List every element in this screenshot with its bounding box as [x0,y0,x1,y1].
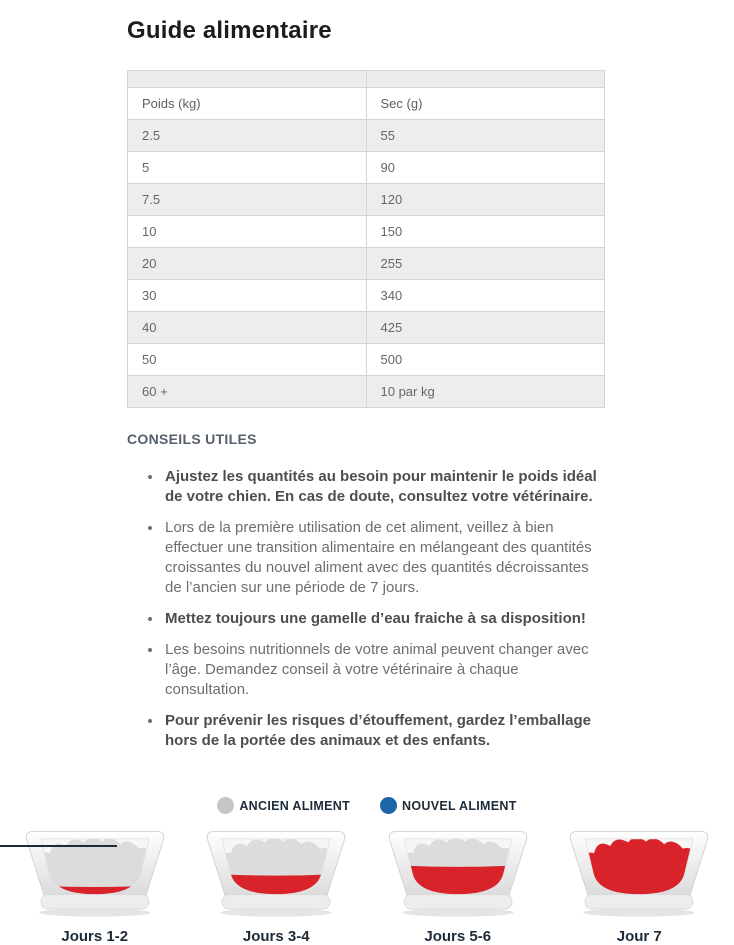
tip-item: • Pour prévenir les risques d’étouffement, gardez l’emballage hors de la portée des animaux et des enfants. [163,711,605,751]
amount-cell: 340 [366,280,605,312]
bowl-label: Jour 7 [616,928,662,945]
tips-heading: CONSEILS UTILES [127,431,257,447]
weight-cell: 60 + [128,376,367,408]
weight-cell: 7.5 [128,184,367,216]
table-header-row [128,88,605,120]
amount-cell: 90 [366,152,605,184]
weight-cell: 20 [128,248,367,280]
feeding-table [127,70,605,408]
old-food-dot-icon [217,797,234,814]
table-row [128,280,605,312]
amount-cell: 55 [366,120,605,152]
amount-cell: 150 [366,216,605,248]
transition-bowls [0,826,734,945]
spacer-cell [128,71,367,88]
bowl-graphic [377,826,539,920]
tips-list [127,467,605,751]
table-row [128,216,605,248]
table-row [128,248,605,280]
spacer-cell [366,71,605,88]
legend-label: NOUVEL ALIMENT [402,798,517,813]
new-food-dot-icon [380,797,397,814]
bowl-label: Jours 1-2 [61,928,129,945]
bowl-illustration-jours-3-4 [186,826,368,945]
weight-cell: 40 [128,312,367,344]
page-title: Guide alimentaire [127,17,332,44]
table-row [128,376,605,408]
weight-cell: 50 [128,344,367,376]
legend-item [217,797,350,814]
amount-cell: 120 [366,184,605,216]
bowl-label: Jours 5-6 [424,928,492,945]
weight-cell: 30 [128,280,367,312]
weight-cell: 2.5 [128,120,367,152]
tip-item: • Ajustez les quantités au besoin pour maintenir le poids idéal de votre chien. En cas de doute, consultez votre vétérinaire. [163,467,605,507]
bowl-graphic [195,826,357,920]
bowl-illustration-jour-7 [549,826,731,945]
amount-cell: 500 [366,344,605,376]
legend-item [380,797,517,814]
amount-cell: 10 par kg [366,376,605,408]
table-row [128,344,605,376]
table-row [128,184,605,216]
bowl-illustration-jours-1-2 [4,826,186,945]
tip-item: • Lors de la première utilisation de cet aliment, veillez à bien effectuer une transition alimentaire en mélangeant des quantités croissantes du nouvel aliment avec des quantités décroissantes de l’ancien sur une période de 7 jours. [163,518,605,598]
table-row [128,120,605,152]
table-row [128,312,605,344]
legend-label: ANCIEN ALIMENT [239,798,351,813]
food-transition-legend [0,797,734,814]
table-row [128,152,605,184]
bowl-illustration-jours-5-6 [367,826,549,945]
bowl-label: Jours 3-4 [242,928,310,945]
bowl-graphic [14,826,176,920]
weight-column-header: Poids (kg) [128,88,367,120]
tip-item: • Les besoins nutritionnels de votre animal peuvent changer avec l’âge. Demandez conseil à votre vétérinaire à chaque consultation. [163,640,605,700]
weight-cell: 10 [128,216,367,248]
bowl-graphic [558,826,720,920]
table-spacer-row [128,71,605,88]
dry-food-column-header: Sec (g) [366,88,605,120]
weight-cell: 5 [128,152,367,184]
amount-cell: 425 [366,312,605,344]
amount-cell: 255 [366,248,605,280]
main-content [127,0,605,751]
tip-item: • Mettez toujours une gamelle d’eau fraiche à sa disposition! [163,609,605,629]
